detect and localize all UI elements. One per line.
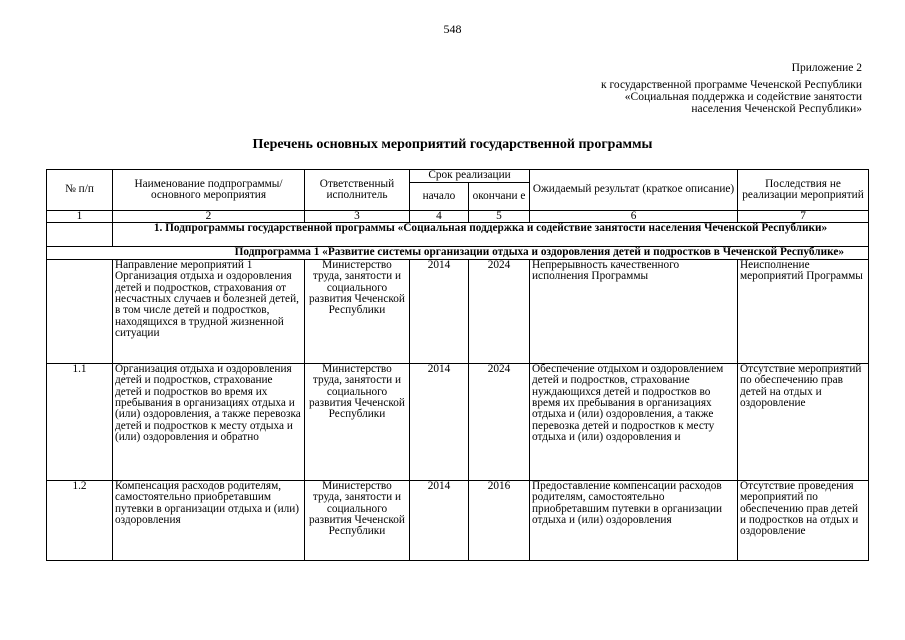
section-row [47, 223, 869, 247]
appendix-block [601, 62, 862, 115]
col-number: 7 [738, 211, 869, 223]
subprogram-row [47, 247, 869, 259]
subprogram-title: Подпрограмма 1 «Развитие системы организации отдыха и оздоровления детей и подростков в Чеченской Республике» [47, 247, 869, 259]
col-number: 6 [530, 211, 738, 223]
row-end: 2016 [469, 480, 530, 560]
row-end: 2024 [469, 363, 530, 480]
header-consequences: Последствия не реализации мероприятий [738, 170, 869, 211]
header-start: начало [410, 183, 469, 211]
row-num: 1.1 [47, 363, 113, 480]
row-end: 2024 [469, 259, 530, 363]
row-name: Компенсация расходов родителям, самостоятельно приобретавшим путевки в организации отдыха и (или) оздоровления [113, 480, 305, 560]
row-result: Непрерывность качественного исполнения Программы [530, 259, 738, 363]
row-num: 1.2 [47, 480, 113, 560]
appendix-line: «Социальная поддержка и содействие занятости [624, 91, 862, 103]
header-term: Срок реализации [410, 170, 530, 183]
section-title: 1. Подпрограммы государственной программы «Социальная поддержка и содействие занятости населения Чеченской Республики» [113, 223, 869, 247]
row-consequences: Неисполнение мероприятий Программы [738, 259, 869, 363]
col-number: 2 [113, 211, 305, 223]
header-name: Наименование подпрограммы/ основного мероприятия [113, 170, 305, 211]
header-end: окончани е [469, 183, 530, 211]
table-row [47, 259, 869, 363]
table-row [47, 363, 869, 480]
row-start: 2014 [410, 363, 469, 480]
header-row [47, 170, 869, 183]
page-number: 548 [443, 22, 462, 36]
header-result: Ожидаемый результат (краткое описание) [530, 170, 738, 211]
appendix-line: населения Чеченской Республики» [691, 103, 862, 115]
col-number: 3 [305, 211, 410, 223]
appendix-title: Приложение 2 [791, 62, 862, 74]
row-executor: Министерство труда, занятости и социального развития Чеченской Республики [305, 259, 410, 363]
col-number: 1 [47, 211, 113, 223]
column-numbers-row [47, 211, 869, 223]
row-result: Обеспечение отдыхом и оздоровлением детей и подростков, страхование нуждающихся детей и подростков во время их пребывания в организациях отдыха и (или) оздоровления, а также перевозка детей и подростков к месту отдыха и (или) оздоровления и [530, 363, 738, 480]
measures-table [46, 169, 869, 561]
col-number: 4 [410, 211, 469, 223]
document-title: Перечень основных мероприятий государственной программы [252, 137, 653, 152]
row-start: 2014 [410, 480, 469, 560]
row-start: 2014 [410, 259, 469, 363]
table-row [47, 480, 869, 560]
row-result: Предоставление компенсации расходов родителям, самостоятельно приобретавшим путевки в организации отдыха и (или) оздоровления [530, 480, 738, 560]
row-executor: Министерство труда, занятости и социального развития Чеченской Республики [305, 363, 410, 480]
row-name: Организация отдыха и оздоровления детей и подростков, страхование детей и подростков во время их пребывания в организациях отдыха и (или) оздоровления, а также перевозка детей и подростков к месту отдыха и (или) оздоровления и обратно [113, 363, 305, 480]
col-number: 5 [469, 211, 530, 223]
row-num [47, 259, 113, 363]
row-consequences: Отсутствие мероприятий по обеспечению прав детей на отдых и оздоровление [738, 363, 869, 480]
row-executor: Министерство труда, занятости и социального развития Чеченской Республики [305, 480, 410, 560]
row-name: Направление мероприятий 1 Организация отдыха и оздоровления детей и подростков, страхования от несчастных случаев и болезней детей, в том числе детей и подростков, находящихся в трудной жизненной ситуации [113, 259, 305, 363]
empty-cell [47, 223, 113, 247]
appendix-line: к государственной программе Чеченской Республики [601, 79, 862, 91]
row-consequences: Отсутствие проведения мероприятий по обеспечению прав детей и подростков на отдых и оздоровление [738, 480, 869, 560]
header-num: № п/п [47, 170, 113, 211]
header-executor: Ответственный исполнитель [305, 170, 410, 211]
